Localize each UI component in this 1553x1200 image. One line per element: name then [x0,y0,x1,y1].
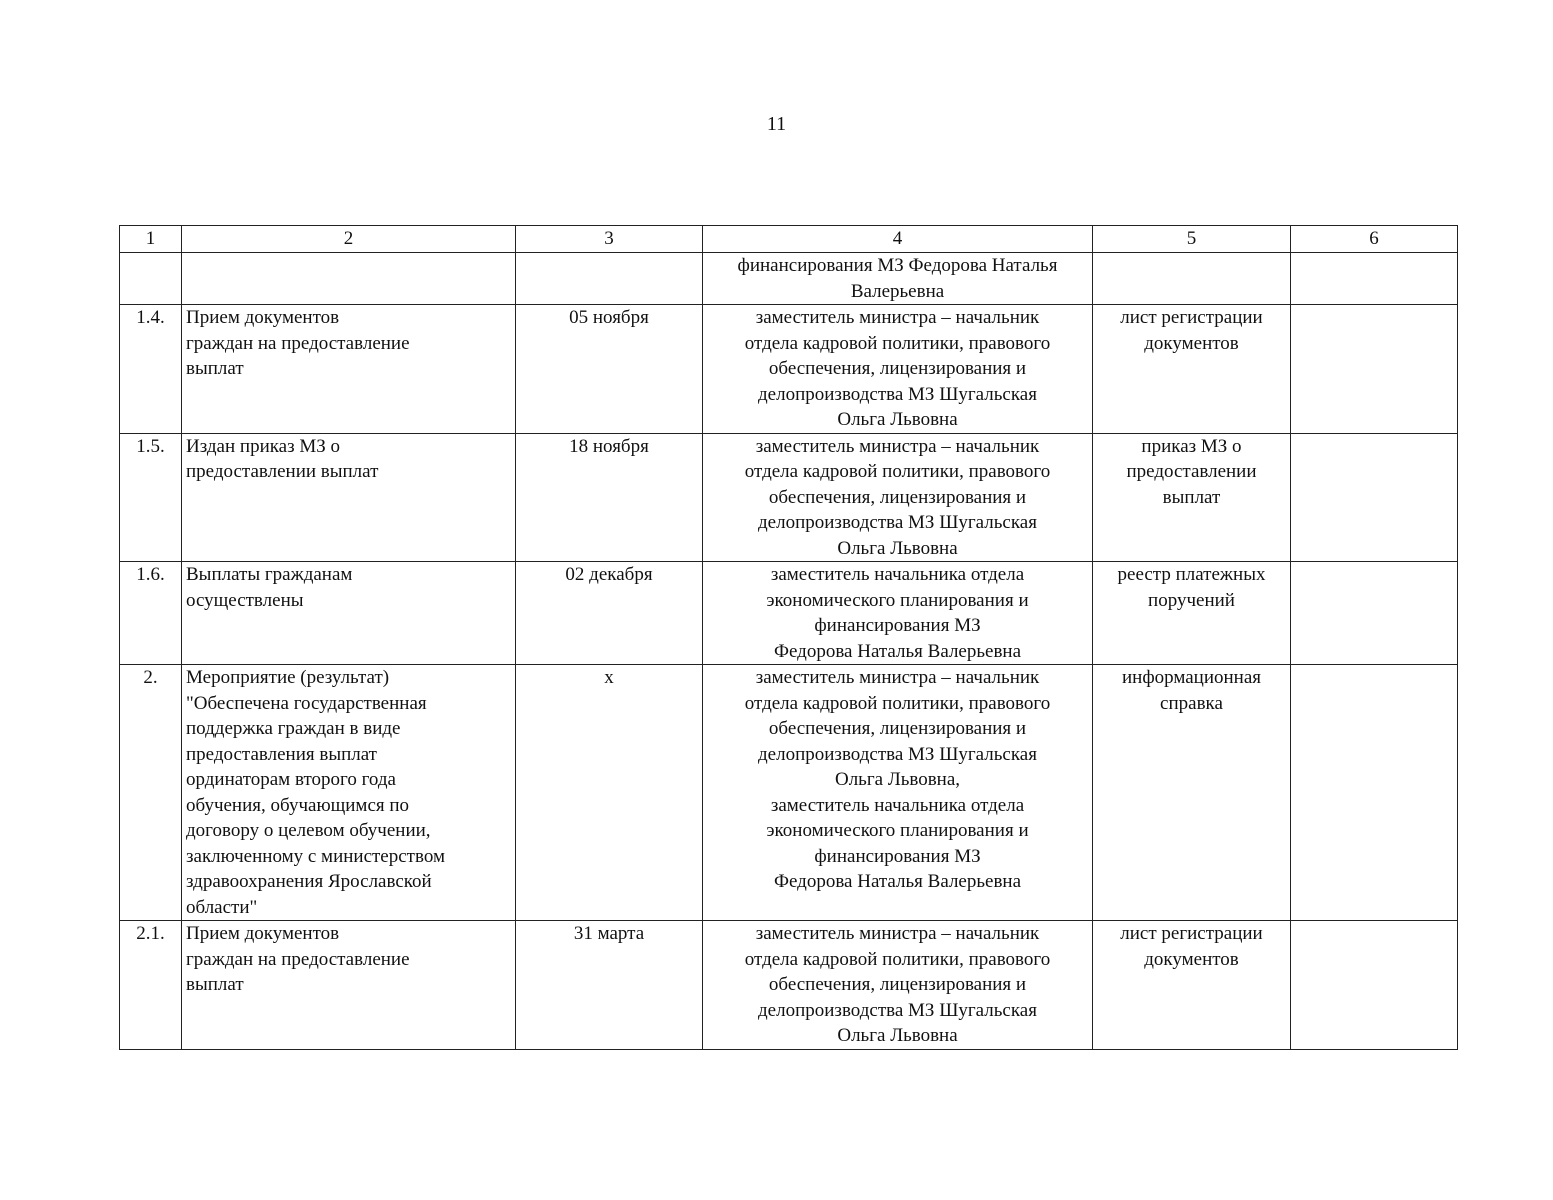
responsible-cell-line: Федорова Наталья Валерьевна [773,640,1022,662]
item-name-cell-line: выплат [186,358,244,379]
responsible-cell-line: Ольга Львовна [837,537,958,559]
responsible-cell [703,665,1093,921]
document-cell [1093,921,1291,1050]
note-cell [1291,921,1458,1050]
responsible-cell-line: заместитель начальника отдела [770,564,1025,585]
item-name-cell [182,921,516,1050]
responsible-cell-line: финансирования МЗ [814,615,981,636]
document-cell [1093,253,1291,305]
column-header: 1 [120,226,182,253]
responsible-cell-line: отдела кадровой политики, правового [744,692,1051,714]
document-cell-line: поручений [1148,589,1235,611]
document-cell-line: предоставлении [1126,461,1257,482]
item-name-cell-line: Мероприятие (результат) [186,667,390,688]
responsible-cell [703,253,1093,305]
document-cell-line: лист регистрации [1120,307,1263,328]
item-name-cell-line: граждан на предоставление [186,948,410,970]
deadline-cell: 31 марта [516,921,703,1050]
responsible-cell-line: экономического планирования и [766,589,1029,611]
document-cell-line: приказ МЗ о [1141,435,1242,457]
note-cell [1291,305,1458,434]
responsible-cell [703,562,1093,665]
plan-table [119,225,1458,1050]
responsible-cell-line: отдела кадровой политики, правового [744,461,1051,482]
page-number: 11 [766,113,787,135]
responsible-cell-line: обеспечения, лицензирования и [768,974,1027,995]
responsible-cell-line: отдела кадровой политики, правового [744,332,1051,354]
item-name-cell-line: "Обеспечена государственная [186,692,427,714]
item-number-cell: 2.1. [120,921,182,1050]
item-name-cell-line: здравоохранения Ярославской [186,871,432,892]
deadline-cell: х [516,665,703,921]
column-header: 5 [1093,226,1291,253]
table-body [120,253,1458,1050]
table-row [120,665,1458,921]
responsible-cell [703,305,1093,434]
responsible-cell-line: Ольга Львовна [837,409,958,430]
deadline-cell: 02 декабря [516,562,703,665]
document-cell [1093,433,1291,562]
column-header: 3 [516,226,703,253]
deadline-cell: 18 ноября [516,433,703,562]
responsible-cell-line: Валерьевна [850,280,945,302]
column-header: 6 [1291,226,1458,253]
item-number-cell: 1.4. [120,305,182,434]
item-name-cell-line: обучения, обучающимся по [186,794,410,816]
header-row [120,226,1458,253]
responsible-cell-line: обеспечения, лицензирования и [768,718,1027,739]
responsible-cell-line: заместитель министра – начальник [755,307,1040,328]
column-header: 4 [703,226,1093,253]
responsible-cell-line: Федорова Наталья Валерьевна [773,871,1022,892]
deadline-cell [516,253,703,305]
item-name-cell-line: ординаторам второго года [186,769,396,790]
item-name-cell-line: Издан приказ МЗ о [186,435,341,457]
item-name-cell-line: области" [186,896,258,918]
responsible-cell-line: заместитель министра – начальник [755,667,1040,688]
document-cell-line: документов [1144,948,1239,970]
table-row [120,253,1458,305]
item-name-cell [182,665,516,921]
responsible-cell-line: обеспечения, лицензирования и [768,358,1027,379]
table-row [120,305,1458,434]
document-cell [1093,305,1291,434]
responsible-cell [703,433,1093,562]
responsible-cell-line: делопроизводства МЗ Шугальская [758,743,1037,765]
item-name-cell-line: предоставлении выплат [186,461,379,482]
item-name-cell-line: договору о целевом обучении, [186,820,431,841]
item-name-cell-line: Выплаты гражданам [186,564,353,585]
responsible-cell-line: Ольга Львовна, [834,769,961,790]
table-row [120,433,1458,562]
note-cell [1291,562,1458,665]
note-cell [1291,253,1458,305]
note-cell [1291,665,1458,921]
table-row [120,921,1458,1050]
document-cell-line: выплат [1162,486,1221,508]
item-name-cell-line: поддержка граждан в виде [186,718,401,739]
responsible-cell [703,921,1093,1050]
note-cell [1291,433,1458,562]
responsible-cell-line: заместитель министра – начальник [755,435,1040,457]
item-name-cell [182,433,516,562]
document-cell [1093,562,1291,665]
item-number-cell: 1.6. [120,562,182,665]
item-number-cell: 1.5. [120,433,182,562]
document-cell-line: реестр платежных [1117,564,1266,585]
item-name-cell-line: Прием документов [186,307,340,328]
item-name-cell [182,305,516,434]
document-cell-line: лист регистрации [1120,923,1263,944]
item-name-cell [182,562,516,665]
responsible-cell-line: экономического планирования и [766,820,1029,841]
responsible-cell-line: заместитель министра – начальник [755,923,1040,944]
deadline-cell: 05 ноября [516,305,703,434]
item-name-cell-line: выплат [186,974,244,995]
document-cell-line: информационная [1121,667,1262,688]
responsible-cell-line: обеспечения, лицензирования и [768,486,1027,508]
responsible-cell-line: финансирования МЗ Федорова Наталья [737,255,1058,276]
column-header: 2 [182,226,516,253]
responsible-cell-line: заместитель начальника отдела [770,794,1025,816]
responsible-cell-line: делопроизводства МЗ Шугальская [758,383,1037,405]
item-name-cell-line: граждан на предоставление [186,332,410,354]
item-name-cell-line: осуществлены [186,589,304,611]
responsible-cell-line: финансирования МЗ [814,845,981,867]
item-number-cell: 2. [120,665,182,921]
document-cell-line: справка [1160,692,1223,714]
responsible-cell-line: делопроизводства МЗ Шугальская [758,999,1037,1021]
item-number-cell [120,253,182,305]
item-name-cell-line: предоставления выплат [186,743,377,765]
responsible-cell-line: отдела кадровой политики, правового [744,948,1051,970]
item-name-cell-line: заключенному с министерством [186,845,445,867]
item-name-cell [182,253,516,305]
item-name-cell-line: Прием документов [186,923,340,944]
responsible-cell-line: Ольга Львовна [837,1025,958,1046]
document-cell [1093,665,1291,921]
table-row [120,562,1458,665]
responsible-cell-line: делопроизводства МЗ Шугальская [758,512,1037,533]
document-cell-line: документов [1144,332,1239,354]
